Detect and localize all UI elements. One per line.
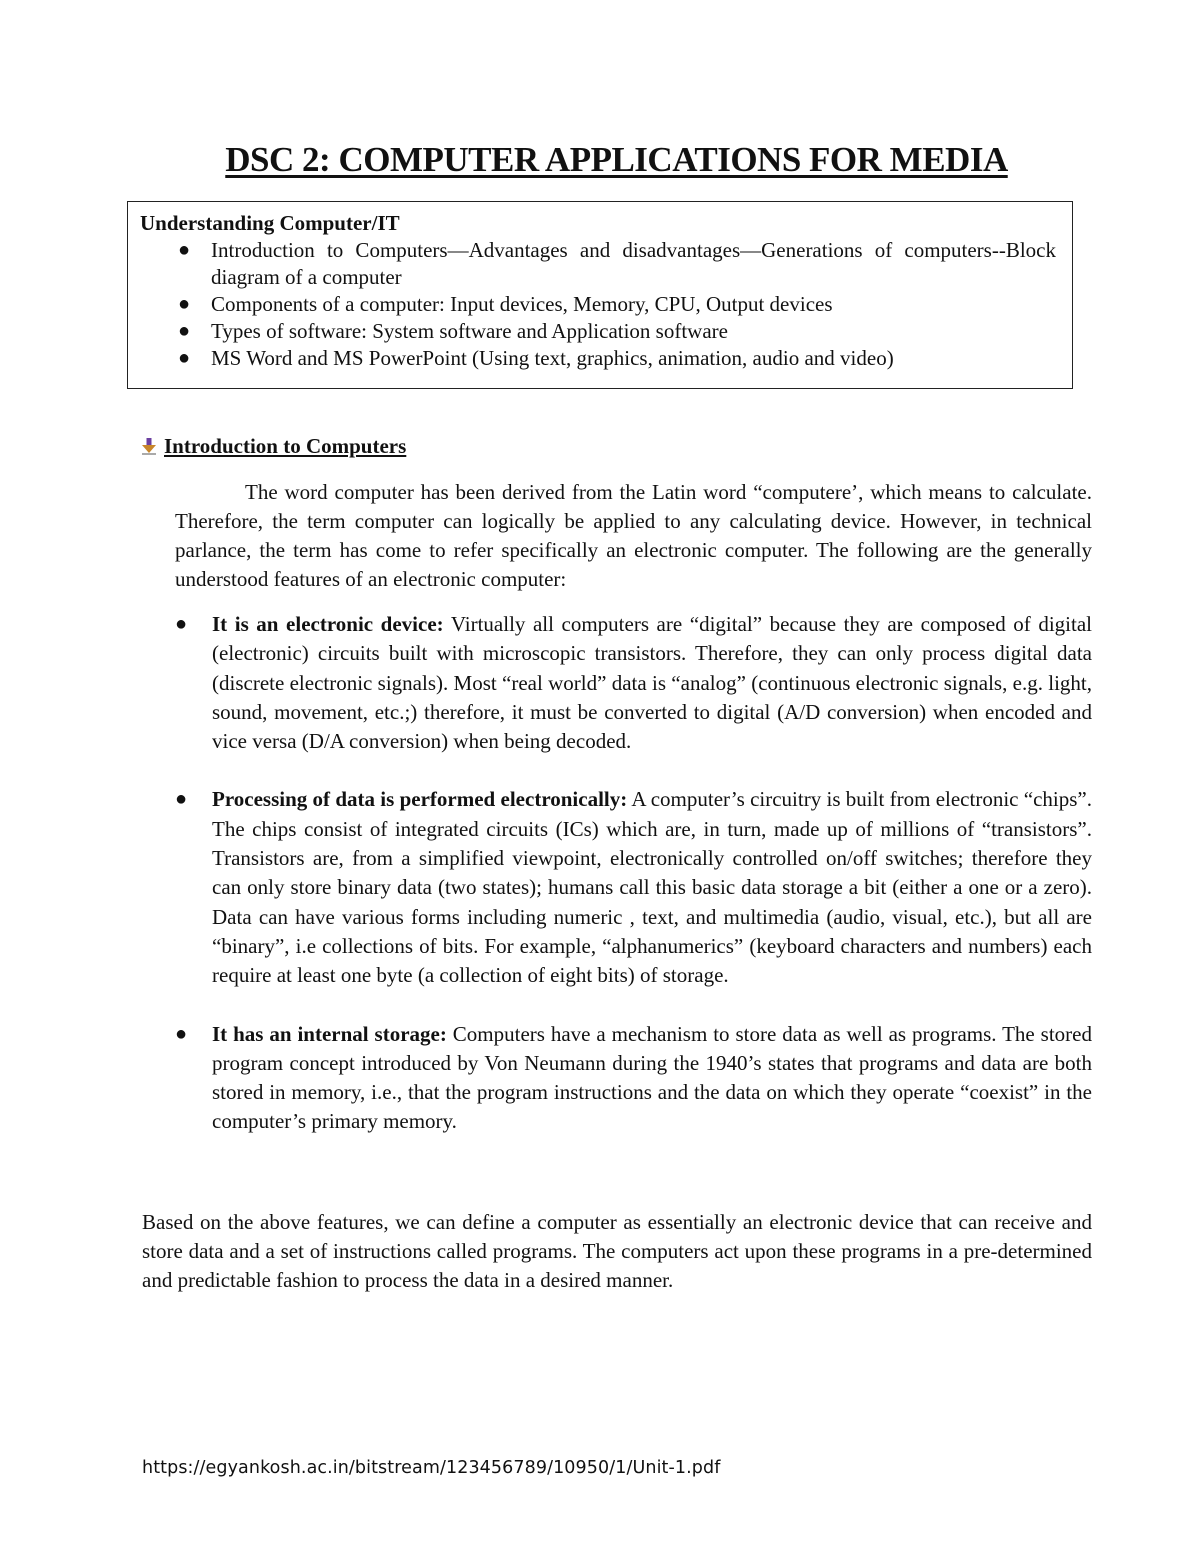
section-heading-text: Introduction to Computers [164, 434, 407, 458]
syllabus-item [140, 237, 1056, 291]
section-heading [142, 432, 406, 460]
conclusion-paragraph: Based on the above features, we can define a computer as essentially an electronic device that can receive and store data and a set of instructions called programs. The computers act upon these programs in a pre-determined and predictable fashion to process the data in a desired manner. [142, 1210, 1092, 1292]
bullet-icon: ● [178, 293, 191, 315]
syllabus-item-text: MS Word and MS PowerPoint (Using text, graphics, animation, audio and video) [211, 346, 894, 370]
syllabus-heading: Understanding Computer/IT [140, 211, 400, 235]
bullet-icon: ● [178, 239, 191, 261]
page-title: DSC 2: COMPUTER APPLICATIONS FOR MEDIA [225, 140, 1008, 179]
feature-text: A computer’s circuitry is built from electronic “chips”. The chips consist of integrated circuits (ICs) which are, in turn, made up of millions of “transistors”. Transistors are, from a simplified viewpoint, electronically controlled on/off switches; therefore they can only store binary data (two states); humans call this basic data storage a bit (either a one or a zero). Data can have various forms including numeric , text, and multimedia (audio, visual, etc.), but all are “binary”, i.e collections of bits. For example, “alphanumerics” (keyboard characters and numbers) each require at least one byte (a collection of eight bits) of storage. [212, 787, 1093, 988]
bullet-icon: ● [175, 788, 188, 811]
features-list [175, 610, 1092, 1137]
bullet-icon: ● [175, 613, 188, 635]
syllabus-item-text: Types of software: System software and Application software [211, 319, 728, 343]
feature-lead: Processing of data is performed electronically: [212, 787, 628, 812]
feature-lead: It is an electronic device: [212, 612, 444, 636]
syllabus-item [140, 345, 1056, 372]
syllabus-item-text: Components of a computer: Input devices, Memory, CPU, Output devices [211, 292, 833, 316]
bullet-icon: ● [178, 320, 191, 342]
syllabus-list [140, 237, 1056, 372]
feature-lead: It has an internal storage: [212, 1021, 447, 1046]
feature-item [175, 785, 1092, 990]
feature-text: Virtually all computers are “digital” because they are composed of digital (electronic) circuits built with microscopic transistors. Therefore, they can only process digital data (discrete electronic signals). Most “real world” data is “analog” (continuous electronic signals, e.g. light, sound, movement, etc.;) therefore, it must be converted to digital (A/D conversion) when encoded and vice versa (D/A conversion) when being decoded. [212, 612, 1092, 754]
feature-item [175, 610, 1092, 756]
syllabus-item [140, 318, 1056, 345]
syllabus-item [140, 291, 1056, 318]
syllabus-box [127, 201, 1073, 389]
bullet-icon: ● [175, 1022, 188, 1045]
intro-text: The word computer has been derived from the Latin word “computere’, which means to calculate. Therefore, the term computer can logically be applied to any calculating device. However, in technical parlance, the term has come to refer specifically an electronic computer. The following are the generally understood features of an electronic computer: [175, 480, 1092, 591]
bullet-icon: ● [178, 347, 191, 369]
feature-item [175, 1020, 1092, 1137]
syllabus-item-text: Introduction to Computers—Advantages and disadvantages—Generations of computers--Block diagram of a computer [211, 238, 1056, 289]
arrow-down-icon [142, 437, 156, 455]
feature-text: Computers have a mechanism to store data as well as programs. The stored program concept introduced by Von Neumann during the 1940’s states that programs and data are both stored in memory, i.e., that the program instructions and the data on which they operate “coexist” in the computer’s primary memory. [212, 1021, 1092, 1134]
intro-paragraph [175, 478, 1092, 594]
footer-url: https://egyankosh.ac.in/bitstream/123456789/10950/1/Unit-1.pdf [142, 1458, 721, 1478]
